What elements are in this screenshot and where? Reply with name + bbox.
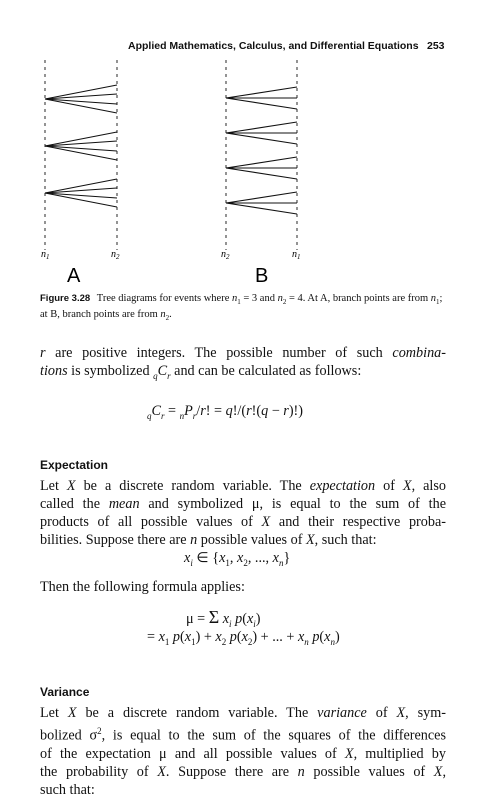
label-n2-a: $n_2$ [111, 249, 120, 261]
set-formula: $x_i$ ∈ {$x_1$, $x_2$, ..., $x_n$} [184, 550, 291, 568]
branch-b-4-3 [226, 203, 297, 214]
exp-line-3: products of all possible values of X and their respective proba- [40, 514, 446, 530]
combination-formula: $_qC_r = _nP_r/r$! = q!/(r!(q − r)!) [147, 403, 303, 421]
label-n2-b: $n_2$ [221, 249, 230, 261]
expectation-paragraph [40, 477, 446, 549]
caption-tag: Figure 3.28 [40, 293, 91, 304]
var-line-4: the probability of X. Suppose there are n possible values of X, [40, 763, 446, 780]
exp-line-4: bilities. Suppose there are n possible values of X, such that: [40, 532, 377, 548]
variance-paragraph [40, 704, 446, 799]
heading-expectation: Expectation [40, 458, 109, 472]
intro-paragraph [40, 344, 446, 385]
branch-b-3-1 [226, 157, 297, 168]
figure-caption [40, 293, 450, 324]
mu-formula-1: μ = Σ $x_i$ $p(x_i)$ [186, 607, 261, 629]
intro-line-1: r are positive integers. The possible number of such combina- [40, 345, 446, 361]
var-line-1: Let X be a discrete random variable. The variance of X, sym- [40, 705, 447, 721]
exp-line-2: called the mean and symbolized μ, is equal to the sum of the [40, 496, 446, 512]
caption-text: Tree diagrams for events where $n_1 = 3$ and $n_2 = 4$. At A, branch points are from $n_1$; at B, branch points are from $n_2$. [40, 293, 443, 322]
running-header: Applied Mathematics, Calculus, and Differential Equations [128, 40, 419, 52]
panel-label-a: A [67, 265, 81, 287]
branch-b-2-3 [226, 133, 297, 144]
mu-formula-2: = $x_1$ $p(x_1) + x_2$ $p(x_2)$ + ... + $x_n$ $p(x_n)$ [147, 629, 340, 647]
branch-b-2-1 [226, 122, 297, 133]
label-n1-a: $n_1$ [41, 249, 50, 261]
exp-line-1: Let X be a discrete random variable. The expectation of X, also [40, 478, 446, 494]
heading-variance: Variance [40, 685, 90, 699]
tree-diagram-a [45, 60, 117, 250]
branch-b-1-3 [226, 98, 297, 109]
var-line-3: of the expectation μ and all possible values of X, multiplied by [40, 745, 446, 762]
panel-label-b: B [255, 265, 269, 287]
branch-b-3-3 [226, 168, 297, 179]
var-line-5: such that: [40, 781, 95, 798]
page-number: 253 [427, 40, 445, 52]
branch-b-1-1 [226, 87, 297, 98]
tree-diagram-b [226, 60, 297, 250]
intro-line-2: tions is symbolized $_qC_r$ and can be calculated as follows: [40, 363, 362, 381]
then-text: Then the following formula applies: [40, 579, 245, 595]
branch-b-4-1 [226, 192, 297, 203]
label-n1-b: $n_1$ [292, 249, 301, 261]
var-line-2: bolized $\sigma^2$, is equal to the sum of the squares of the differences [40, 726, 446, 744]
tree-diagram-figure [0, 0, 479, 290]
